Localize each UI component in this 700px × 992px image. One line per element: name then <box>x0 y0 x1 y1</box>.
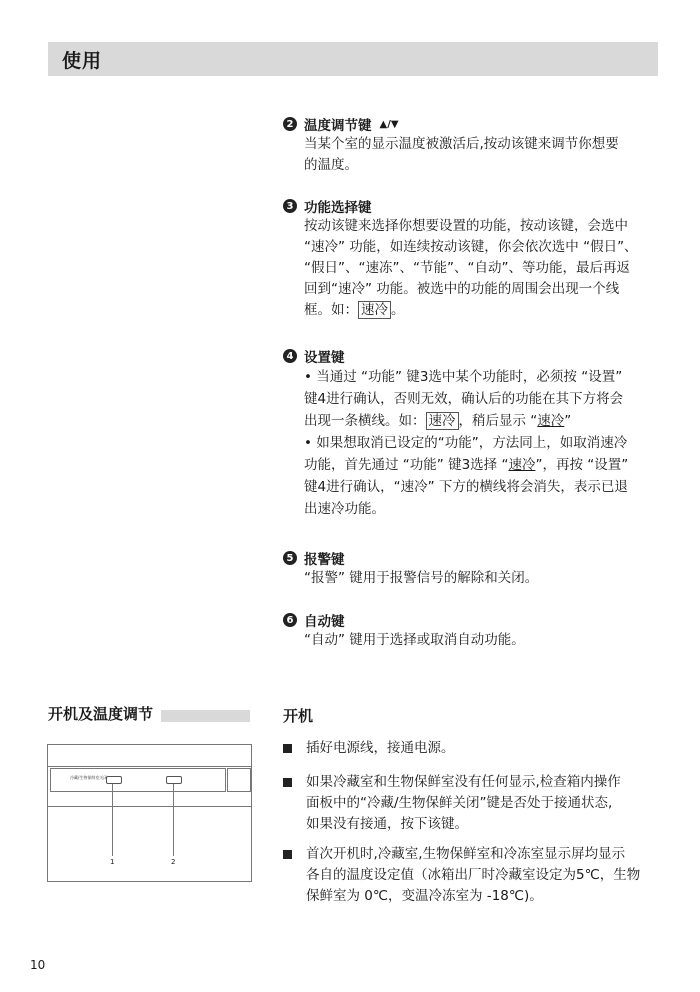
text-line <box>304 454 663 476</box>
item-description <box>304 630 663 651</box>
item-setting-key <box>283 346 663 520</box>
text-segment: ”，再按 “设置” <box>535 457 629 473</box>
number-badge: 6 <box>283 613 297 627</box>
text-line: 键4进行确认，否则无效，确认后的功能在其下方将会 <box>304 391 624 407</box>
text-line: 首次开机时,冷藏室,生物保鲜室和冷冻室显示屏均显示 <box>306 846 626 862</box>
text-line: 键4进行确认，“速冷” 下方的横线将会消失，表示已退 <box>304 479 628 495</box>
text-line: • 当通过 “功能” 键3选中某个功能时，必须按 “设置” <box>304 369 623 385</box>
square-bullet-icon <box>283 744 292 753</box>
boxed-function-label: 速冷 <box>358 301 391 319</box>
text-line: “报警” 键用于报警信号的解除和关闭。 <box>304 570 539 586</box>
item-description <box>304 568 663 589</box>
text-line: 回到“速冷” 功能。被选中的功能的周围会出现一个线 <box>304 281 620 297</box>
item-alarm-key <box>283 548 663 589</box>
text-line <box>304 300 663 321</box>
panel-button-1 <box>106 776 122 784</box>
panel-side-box <box>227 768 251 792</box>
text-line: 当某个室的显示温度被激活后,按动该键来调节你想要 <box>304 136 619 152</box>
left-section-title: 开机及温度调节 <box>48 703 161 724</box>
callout-number: 1 <box>110 858 115 866</box>
text-segment: ，稍后显示 “ <box>458 413 538 429</box>
number-badge: 4 <box>283 349 297 363</box>
square-bullet-icon <box>283 778 292 787</box>
page-number: 10 <box>30 958 46 972</box>
number-badge: 2 <box>283 117 297 131</box>
up-down-arrows-icon: ▲/▼ <box>379 118 399 130</box>
text-line: 面板中的“冷藏/生物保鲜关闭”键是否处于接通状态, <box>306 795 613 811</box>
underlined-function-label: 速冷 <box>537 413 565 429</box>
text-segment: 功能，首先通过 “功能” 键3选择 “ <box>304 457 509 473</box>
item-auto-key <box>283 610 663 651</box>
item-title: 自动键 <box>304 614 345 630</box>
text-line: 出速冷功能。 <box>304 501 385 517</box>
list-item-text <box>306 772 621 835</box>
number-badge: 3 <box>283 199 297 213</box>
text-line: 的温度。 <box>304 157 358 173</box>
right-section-title: 开机 <box>283 707 314 725</box>
list-item-text <box>306 738 455 759</box>
item-function-select-key <box>283 196 663 321</box>
leader-line <box>173 784 174 856</box>
leader-line <box>112 784 113 856</box>
text-line: “速冷” 功能，如连续按动该键，你会依次选中 “假日”、 <box>304 239 638 255</box>
underlined-function-label: 速冷 <box>508 457 536 473</box>
text-segment: 出现一条横线。如： <box>304 413 426 429</box>
callout-number: 2 <box>171 858 176 866</box>
text-line: 如果冷藏室和生物保鲜室没有任何显示,检查箱内操作 <box>306 774 621 790</box>
item-title: 温度调节键 <box>304 118 372 134</box>
list-item <box>283 844 663 907</box>
panel-divider <box>48 806 251 807</box>
section-header-bar <box>48 42 658 76</box>
text-segment: 。 <box>391 302 405 318</box>
item-title: 设置键 <box>304 350 345 366</box>
text-segment: ” <box>564 413 572 429</box>
text-line: 保鲜室为 0℃，变温冷冻室为 -18℃)。 <box>306 888 543 904</box>
text-line: 如果没有接通，按下该键。 <box>306 816 468 832</box>
text-line: 插好电源线，接通电源。 <box>306 740 455 756</box>
text-line: 各自的温度设定值（冰箱出厂时冷藏室设定为5℃，生物 <box>306 867 641 883</box>
text-line <box>304 410 663 432</box>
panel-button-2 <box>166 776 182 784</box>
text-line: • 如果想取消已设定的“功能”，方法同上，如取消速冷 <box>304 435 628 451</box>
section-title: 使用 <box>62 50 103 72</box>
number-badge: 5 <box>283 551 297 565</box>
boxed-function-label: 速冷 <box>426 412 459 430</box>
list-item <box>283 738 663 759</box>
item-description <box>304 366 663 520</box>
text-line: “自动” 键用于选择或取消自动功能。 <box>304 632 525 648</box>
list-item-text <box>306 844 640 907</box>
item-temperature-key <box>283 114 663 176</box>
item-description <box>304 216 663 321</box>
panel-label: 冷藏/生物保鲜室关闭 <box>70 775 108 780</box>
panel-divider <box>48 766 251 767</box>
list-item <box>283 772 663 835</box>
item-title: 报警键 <box>304 552 345 568</box>
control-panel-illustration <box>47 744 252 882</box>
square-bullet-icon <box>283 850 292 859</box>
item-title: 功能选择键 <box>304 200 372 216</box>
item-description <box>304 134 663 176</box>
text-segment: 框。如： <box>304 302 358 318</box>
text-line: “假日”、“速冻”、“节能”、“自动”、等功能，最后再返 <box>304 260 630 276</box>
text-line: 按动该键来选择你想要设置的功能，按动该键，会选中 <box>304 218 628 234</box>
